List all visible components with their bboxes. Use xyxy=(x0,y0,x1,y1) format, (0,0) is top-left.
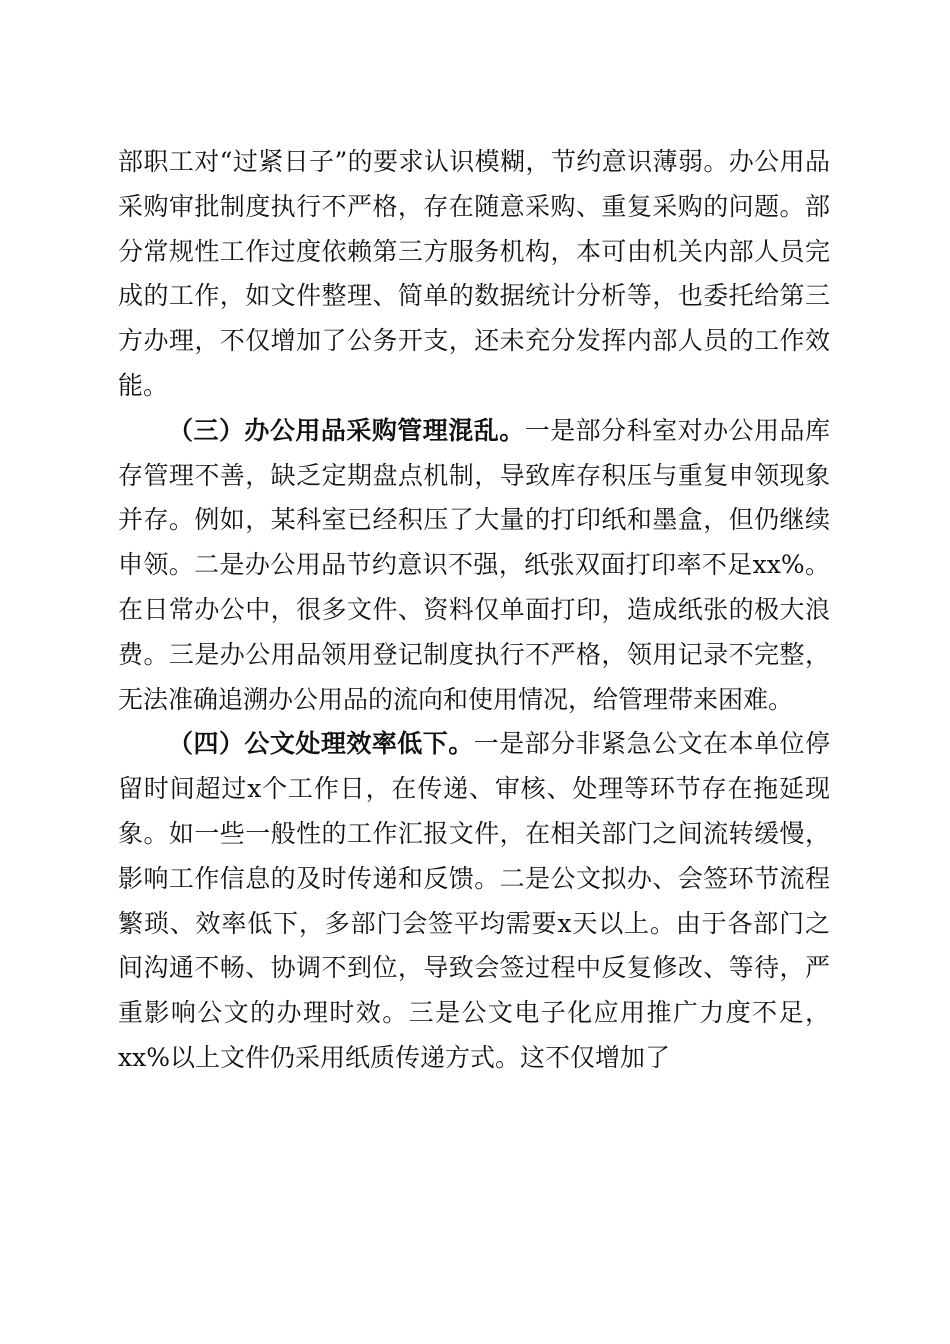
paragraph-continuation xyxy=(118,140,830,409)
section-heading: （四）公文处理效率低下。 xyxy=(168,729,474,759)
paragraph-text: 部职工对“过紧日子”的要求认识模糊，节约意识薄弱。办公用品采购审批制度执行不严格，存在随意采购、重复采购的问题。部分常规性工作过度依赖第三方服务机构，本可由机关内部人员完成的工作，如文件整理、简单的数据统计分析等，也委托给第三方办理，不仅增加了公务开支，还未充分发挥内部人员的工作效能。 xyxy=(118,147,830,400)
paragraph-office-supplies xyxy=(118,409,830,723)
paragraph-text: 一是部分非紧急公文在本单位停留时间超过x个工作日，在传递、审核、处理等环节存在拖延现象。如一些一般性的工作汇报文件，在相关部门之间流转缓慢，影响工作信息的及时传递和反馈。二是公文拟办、会签环节流程繁琐、效率低下，多部门会签平均需要x天以上。由于各部门之间沟通不畅、协调不到位，导致会签过程中反复修改、等待，严重影响公文的办理时效。三是公文电子化应用推广力度不足，xx%以上文件仍采用纸质传递方式。这不仅增加了 xyxy=(118,729,830,1072)
section-heading: （三）办公用品采购管理混乱。 xyxy=(168,415,525,445)
document-body xyxy=(118,140,830,1081)
paragraph-text: 一是部分科室对办公用品库存管理不善，缺乏定期盘点机制，导致库存积压与重复申领现象并存。例如，某科室已经积压了大量的打印纸和墨盒，但仍继续申领。二是办公用品节约意识不强，纸张双面打印率不足xx%。在日常办公中，很多文件、资料仅单面打印，造成纸张的极大浪费。三是办公用品领用登记制度执行不严格，领用记录不完整，无法准确追溯办公用品的流向和使用情况，给管理带来困难。 xyxy=(118,415,830,714)
paragraph-document-processing xyxy=(118,722,830,1080)
